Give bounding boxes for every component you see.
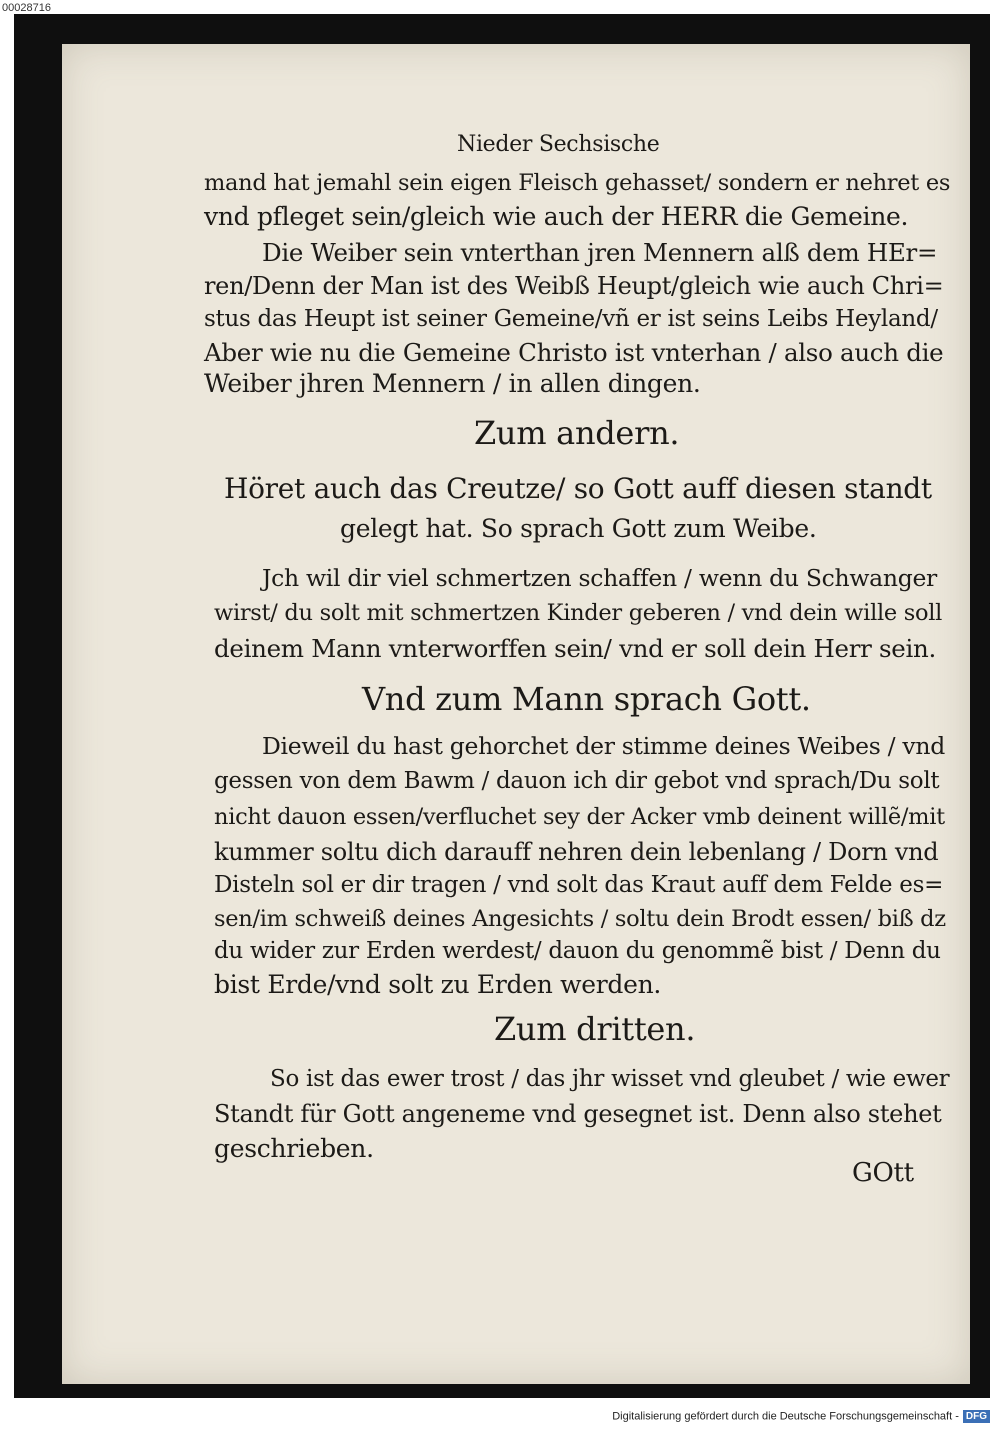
section-heading: Zum andern. (474, 414, 680, 452)
text-line: deinem Mann vnterworffen sein/ vnd er soll dein Herr sein. (214, 634, 937, 663)
text-line: kummer soltu dich darauff nehren dein lebenlang / Dorn vnd (214, 838, 939, 866)
dfg-logo: DFG (963, 1410, 990, 1423)
catchword: GOtt (852, 1158, 914, 1188)
text-line: So ist das ewer trost / das jhr wisset vnd gleubet / wie ewer (270, 1066, 950, 1092)
section-subheading: gelegt hat. So sprach Gott zum Weibe. (340, 514, 817, 543)
section-heading: Vnd zum Mann sprach Gott. (362, 680, 811, 718)
footer-credit (0, 1410, 990, 1430)
section-heading: Höret auch das Creutze/ so Gott auff diesen standt (224, 472, 932, 505)
text-line: vnd pfleget sein/gleich wie auch der HERR die Gemeine. (204, 202, 909, 231)
text-line: bist Erde/vnd solt zu Erden werden. (214, 970, 662, 999)
text-line: Disteln sol er dir tragen / vnd solt das Kraut auff dem Felde es= (214, 872, 944, 898)
text-line: Dieweil du hast gehorchet der stimme deines Weibes / vnd (262, 732, 945, 760)
text-line: Jch wil dir viel schmertzen schaffen / wenn du Schwanger (262, 564, 937, 592)
text-line: stus das Heupt ist seiner Gemeine/vñ er ist seins Leibs Heyland/ (204, 306, 938, 332)
text-line: du wider zur Erden werdest/ dauon du genommẽ bist / Denn du (214, 938, 941, 964)
text-line: mand hat jemahl sein eigen Fleisch gehasset/ sondern er nehret es (204, 170, 951, 196)
text-line: ren/Denn der Man ist des Weibß Heupt/gleich wie auch Chri= (204, 272, 944, 300)
running-head: Nieder Sechsische (457, 132, 660, 157)
page-paper (62, 44, 970, 1384)
text-line: Weiber jhren Mennern / in allen dingen. (204, 369, 701, 398)
text-line: Die Weiber sein vnterthan jren Mennern alß dem HEr= (262, 238, 938, 267)
text-line: Standt für Gott angeneme vnd gesegnet ist. Denn also stehet (214, 1100, 942, 1128)
catalog-id: 00028716 (2, 2, 51, 14)
text-line: gessen von dem Bawm / dauon ich dir gebot vnd sprach/Du solt (214, 768, 940, 794)
text-line: wirst/ du solt mit schmertzen Kinder geberen / vnd dein wille soll (214, 600, 943, 626)
footer-text: Digitalisierung gefördert durch die Deutsche Forschungsgemeinschaft - (612, 1410, 959, 1423)
text-line: Aber wie nu die Gemeine Christo ist vnterhan / also auch die (204, 338, 944, 367)
section-heading: Zum dritten. (494, 1010, 696, 1048)
text-line: sen/im schweiß deines Angesichts / soltu dein Brodt essen/ biß dz (214, 906, 946, 932)
text-line: nicht dauon essen/verfluchet sey der Acker vmb deinent willẽ/mit (214, 804, 945, 830)
text-line: geschrieben. (214, 1134, 374, 1163)
